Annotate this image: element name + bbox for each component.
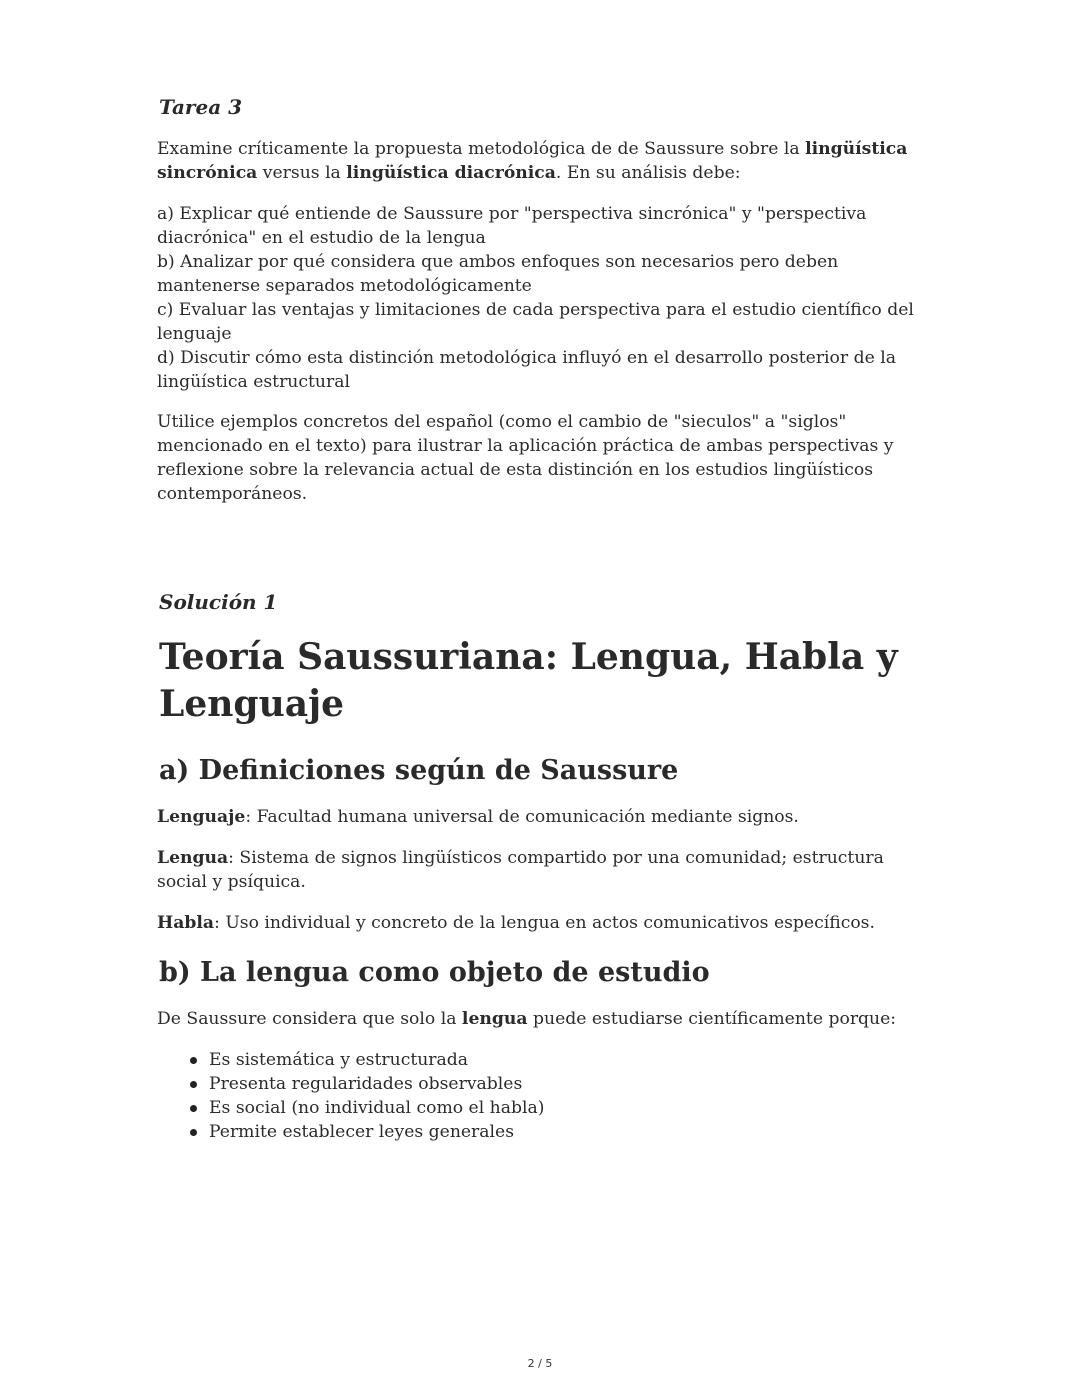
section-a-heading: a) Definiciones según de Saussure [159,755,679,786]
bullet-icon [190,1057,197,1064]
list-item [187,1072,544,1096]
task-intro-text-3: . En su análisis debe: [555,163,741,183]
bullet-icon [190,1081,197,1088]
definition-text: : Uso individual y concreto de la lengua en actos comunicativos específicos. [214,913,875,933]
reasons-list [187,1048,544,1144]
page-number: 2 / 5 [527,1357,553,1370]
task-intro-text-1: Examine críticamente la propuesta metodológica de de Saussure sobre la [157,139,806,159]
section-b-heading: b) La lengua como objeto de estudio [159,957,710,988]
task-item-c: c) Evaluar las ventajas y limitaciones de cada perspectiva para el estudio científico del lenguaje [157,300,914,344]
list-item [187,1048,544,1072]
task-label: Tarea 3 [159,95,243,119]
definition-text: : Sistema de signos lingüísticos compartido por una comunidad; estructura social y psíquica. [157,848,884,892]
task-intro-bold-1: lingüística sincrónica [157,139,908,183]
section-b-intro-text-2: puede estudiarse científicamente porque: [527,1009,897,1029]
solution-label: Solución 1 [159,590,278,614]
task-items [157,202,927,394]
list-item [187,1120,544,1144]
task-intro [157,137,927,185]
section-b-intro-bold: lengua [461,1009,528,1029]
section-b-intro-text-1: De Saussure considera que solo la [157,1009,462,1029]
task-item-a: a) Explicar qué entiende de Saussure por "perspectiva sincrónica" y "perspectiva diacrónica" en el estudio de la lengua [157,204,867,248]
solution-title: Teoría Saussuriana: Lengua, Habla y Lenguaje [159,636,898,725]
list-item [187,1096,544,1120]
definition-habla [157,911,927,935]
task-closing: Utilice ejemplos concretos del español (como el cambio de "sieculos" a "siglos" mencionado en el texto) para ilustrar la aplicación práctica de ambas perspectivas y reflexione sobre la relevancia actual de esta distinción en los estudios lingüísticos contemporáneos. [157,412,894,504]
section-b-intro [157,1007,927,1031]
task-item-b: b) Analizar por qué considera que ambos enfoques son necesarios pero deben mantenerse separados metodológicamente [157,252,839,296]
definition-lengua [157,846,927,894]
bullet-icon [190,1129,197,1136]
task-item-d: d) Discutir cómo esta distinción metodológica influyó en el desarrollo posterior de la lingüística estructural [157,348,896,392]
task-intro-text-2: versus la [257,163,347,183]
list-item-text: Es sistemática y estructurada [209,1050,469,1070]
definition-term: Habla [157,913,215,933]
definition-text: : Facultad humana universal de comunicación mediante signos. [245,807,799,827]
definition-term: Lengua [157,848,229,868]
bullet-icon [190,1105,197,1112]
definition-term: Lenguaje [157,807,246,827]
list-item-text: Permite establecer leyes generales [209,1122,515,1142]
task-intro-bold-2: lingüística diacrónica [346,163,556,183]
definition-lenguaje [157,805,927,829]
list-item-text: Es social (no individual como el habla) [209,1098,545,1118]
list-item-text: Presenta regularidades observables [209,1074,523,1094]
